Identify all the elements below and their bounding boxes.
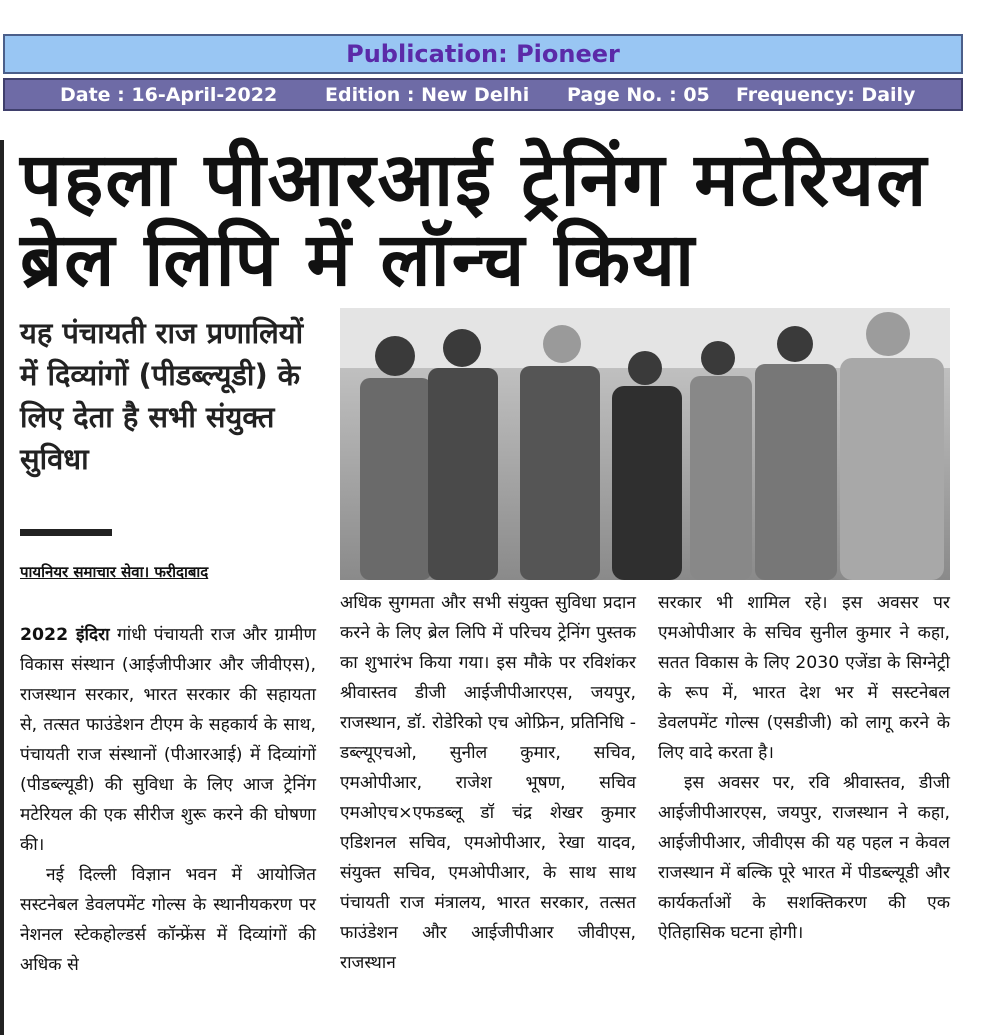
publication-banner: [3, 34, 963, 74]
article-paragraph: इस अवसर पर, रवि श्रीवास्तव, डीजी आईजीपीआरएस, जयपुर, राजस्थान ने कहा, आईजीपीआर, जीवीएस की यह पहल न केवल राजस्थान में बल्कि पूरे भारत में पीडब्ल्यूडी और कार्यकर्ताओं के सशक्तिकरण की एक ऐतिहासिक घटना होगी।: [658, 773, 950, 943]
publication-title: Publication: Pioneer: [346, 40, 620, 68]
publication-edition: Edition : New Delhi: [325, 83, 530, 106]
publication-page-number: Page No. : 05: [567, 83, 710, 106]
headline-line-2: ब्रेल लिपि में लॉन्च किया: [20, 217, 697, 303]
news-photo: [340, 308, 950, 580]
column-rule: [0, 140, 4, 1035]
headline-line-1: पहला पीआरआई ट्रेनिंग मटेरियल: [20, 137, 929, 223]
publication-date: Date : 16-April-2022: [60, 83, 278, 106]
publication-meta-bar: [3, 78, 963, 111]
article-column-2: [340, 588, 636, 978]
article-lead-text: 2022 इंदिरा: [20, 625, 110, 645]
publication-frequency: Frequency: Daily: [736, 83, 916, 106]
byline: पायनियर समाचार सेवा। फरीदाबाद: [20, 563, 209, 581]
article-paragraph: अधिक सुगमता और सभी संयुक्त सुविधा प्रदान करने के लिए ब्रेल लिपि में परिचय ट्रेनिंग पुस्तक का शुभारंभ किया गया। इस मौके पर रविशंकर श्रीवास्तव डीजी आईजीपीआरएस, जयपुर, राजस्थान, डॉ. रोडेरिको एच ओफ्रिन, प्रतिनिधि - डब्ल्यूएचओ, सुनील कुमार, सचिव, एमओपीआर, राजेश भूषण, सचिव एमओएच×एफडब्लू डॉ चंद्र शेखर कुमार एडिशनल सचिव, एमओपीआर, रेखा यादव, संयुक्त सचिव, एमओपीआर, के साथ साथ पंचायती राज मंत्रालय, भारत सरकार, तत्सत फाउंडेशन और आईजीपीआर जीवीएस, राजस्थान: [340, 593, 636, 973]
article-column-1: [20, 620, 316, 980]
article-paragraph: नई दिल्ली विज्ञान भवन में आयोजित सस्टनेबल डेवलपमेंट गोल्स के स्थानीयकरण पर नेशनल स्टेकहोल्डर्स कॉन्फ्रेंस में दिव्यांगों की अधिक से: [20, 865, 316, 975]
article-column-3: [658, 588, 950, 948]
group-photo-image: [340, 308, 950, 580]
subheadline-rule: [20, 529, 112, 536]
article-paragraph: गांधी पंचायती राज और ग्रामीण विकास संस्थान (आईजीपीआर और जीवीएस), राजस्थान सरकार, भारत सरकार की सहायता से, तत्सत फाउंडेशन टीएम के सहकार्य के साथ, पंचायती राज संस्थानों (पीआरआई) में दिव्यांगों (पीडब्ल्यूडी) की सुविधा के लिए आज ट्रेनिंग मटेरियल की एक सीरीज शुरू करने की घोषणा की।: [20, 625, 317, 855]
article-paragraph: सरकार भी शामिल रहे। इस अवसर पर एमओपीआर के सचिव सुनील कुमार ने कहा, सतत विकास के लिए 2030 एजेंडा के सिग्नेट्री के रूप में, भारत देश भर में सस्टनेबल डेवलपमेंट गोल्स (एसडीजी) को लागू करने के लिए वादे करता है।: [658, 593, 950, 763]
subheadline: यह पंचायती राज प्रणालियों में दिव्यांगों (पीडब्ल्यूडी) के लिए देता है सभी संयुक्त सुविधा: [20, 316, 304, 476]
